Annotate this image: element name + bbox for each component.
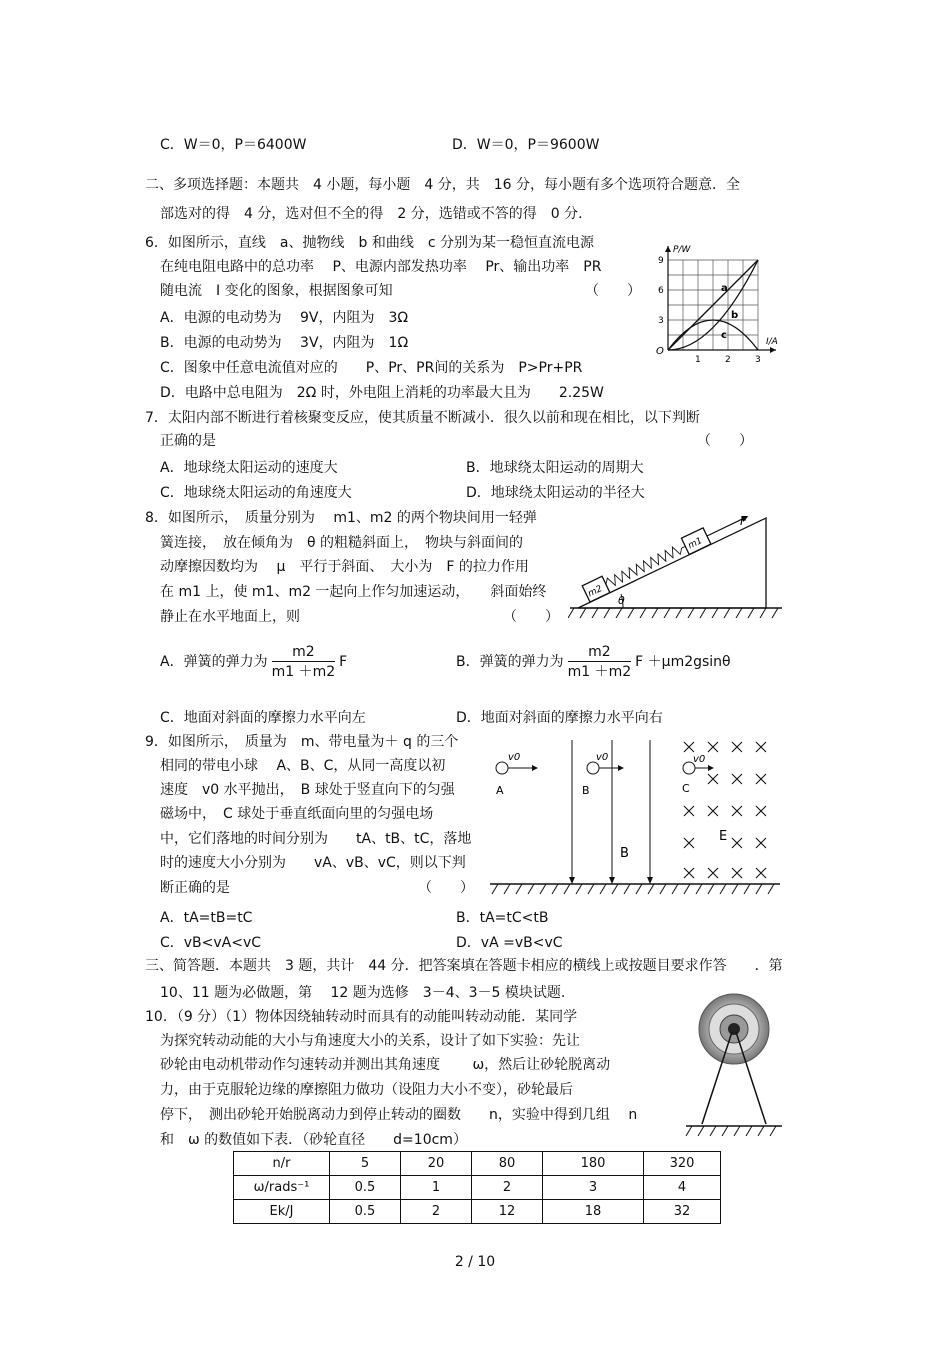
curve-label-b: b [731, 310, 739, 321]
q6-option-a: A．电源的电动势为 9V，内阻为 3Ω [160, 310, 409, 326]
q9-stem-4: 磁场中， C 球处于垂直纸面向里的匀强电场 [160, 806, 434, 822]
q10-stem-5: 停下， 测出砂轮开始脱离动力到停止转动的圈数 n，实验中得到几组 n [160, 1107, 638, 1123]
q10-stem-3: 砂轮由电动机带动作匀速转动并测出其角速度 ω，然后让砂轮脱离动 [160, 1057, 611, 1073]
table-cell: 4 [644, 1176, 721, 1200]
graph-xtick: 1 [695, 355, 701, 365]
incline-theta: θ [618, 594, 625, 607]
q6-stem-3: 随电流 I 变化的图象，根据图象可知 [160, 283, 393, 299]
table-cell: 0.5 [330, 1200, 401, 1224]
q7-stem-2: 正确的是 [160, 433, 216, 449]
q9-stem-7: 断正确的是 [160, 880, 230, 896]
electric-field-label: E [719, 829, 728, 844]
q7-answer-paren: （ ） [697, 433, 753, 449]
q6-option-d: D．电路中总电阻为 2Ω 时，外电阻上消耗的功率最大且为 2.25W [160, 385, 604, 401]
q6-power-graph [648, 238, 788, 368]
graph-xlabel: I/A [766, 337, 778, 347]
q8-stem-5: 静止在水平地面上，则 [160, 609, 300, 625]
q6-option-c: C．图象中任意电流值对应的 P、Pr、PR间的关系为 P>Pr+PR [160, 360, 583, 376]
q6-stem-2: 在纯电阻电路中的总功率 P、电源内部发热功率 Pr、输出功率 PR [160, 259, 602, 275]
table-cell: 0.5 [330, 1176, 401, 1200]
section2-heading-cont: 部选对的得 4 分，选对但不全的得 2 分，选错或不答的得 0 分. [160, 206, 583, 222]
q8-incline-figure [568, 508, 784, 620]
q6-option-b: B．电源的电动势为 3V，内阻为 1Ω [160, 335, 409, 351]
graph-xtick: 3 [755, 355, 761, 365]
table-row [234, 1200, 721, 1224]
q8-option-a: A．弹簧的弹力为 $\frac{m2}{m1 +m2}$ F [160, 643, 348, 680]
table-row [234, 1176, 721, 1200]
table-cell: 1 [401, 1176, 472, 1200]
option-d-prev: D．W＝0，P＝9600W [452, 137, 600, 153]
table-cell: 320 [644, 1152, 721, 1176]
q8-option-c: C．地面对斜面的摩擦力水平向左 [160, 710, 366, 726]
spring-force-fraction: $\frac{m2}{m1 +m2}$ [567, 643, 632, 680]
q8-option-d: D．地面对斜面的摩擦力水平向右 [456, 710, 663, 726]
table-header-cell: n/r [234, 1152, 330, 1176]
table-cell: 12 [472, 1200, 543, 1224]
option-c-prev: C．W＝0，P＝6400W [160, 137, 307, 153]
q8-answer-paren: （ ） [503, 609, 559, 625]
section3-heading-cont: 10、11 题为必做题，第 12 题为选修 3－4、3－5 模块试题. [160, 985, 566, 1001]
table-cell: 18 [543, 1200, 644, 1224]
q8-stem-2: 簧连接， 放在倾角为 θ 的粗糙斜面上， 物块与斜面间的 [160, 535, 524, 551]
section2-heading: 二、多项选择题：本题共 4 小题，每小题 4 分，共 16 分，每小题有多个选项符合题意．全 [145, 177, 740, 193]
table-cell: 5 [330, 1152, 401, 1176]
q10-stem-2: 为探究转动动能的大小与角速度大小的关系，设计了如下实验：先让 [160, 1033, 580, 1049]
force-f-label: F [740, 514, 747, 528]
q9-option-a: A．tA=tB=tC [160, 910, 253, 926]
q10-stem-1: 10．（9 分）（1）物体因绕轴转动时而具有的动能叫转动动能．某同学 [145, 1009, 578, 1025]
block-m2-label: m2 [586, 584, 605, 600]
q7-option-b: B．地球绕太阳运动的周期大 [466, 460, 644, 476]
block-m1-label: m1 [686, 536, 705, 552]
ball-a-v0: v0 [508, 752, 521, 763]
table-cell: 180 [543, 1152, 644, 1176]
graph-origin: O [656, 346, 664, 357]
graph-ytick: 6 [658, 286, 664, 296]
graph-xtick: 2 [725, 355, 731, 365]
section3-heading: 三、简答题．本题共 3 题，共计 44 分．把答案填在答题卡相应的横线上或按题目要求作答 ．第 [145, 958, 783, 974]
q8-stem-3: 动摩擦因数均为 μ 平行于斜面、 大小为 F 的拉力作用 [160, 559, 529, 575]
q9-stem-3: 速度 v0 水平抛出， B 球处于竖直向下的匀强 [160, 782, 455, 798]
graph-ytick: 9 [658, 256, 664, 266]
q8-stem-1: 8．如图所示， 质量分别为 m1、m2 的两个物块间用一轻弹 [145, 510, 537, 526]
q9-stem-1: 9．如图所示， 质量为 m、带电量为＋ q 的三个 [145, 734, 459, 750]
q8-option-b: B．弹簧的弹力为 $\frac{m2}{m1 +m2}$ F ＋μm2gsinθ [456, 643, 731, 680]
q9-three-balls-figure [490, 736, 782, 898]
table-cell: 2 [401, 1200, 472, 1224]
q9-answer-paren: （ ） [418, 880, 474, 896]
ball-b-label: B [582, 784, 590, 797]
q7-stem-1: 7．太阳内部不断进行着核聚变反应，使其质量不断减小．很久以前和现在相比，以下判断 [145, 410, 700, 426]
table-cell: 80 [472, 1152, 543, 1176]
ball-c-label: C [682, 782, 690, 795]
ball-b-v0: v0 [596, 752, 609, 763]
q6-stem-1: 6．如图所示，直线 a、抛物线 b 和曲线 c 分别为某一稳恒直流电源 [145, 235, 594, 251]
page-number: 2 / 10 [454, 1254, 496, 1270]
graph-ytick: 3 [658, 316, 664, 326]
table-cell: 32 [644, 1200, 721, 1224]
q9-option-b: B．tA=tC<tB [456, 910, 549, 926]
table-header-cell: ω/rads⁻¹ [234, 1176, 330, 1200]
q9-option-d: D．vA =vB<vC [456, 935, 563, 951]
q7-option-d: D．地球绕太阳运动的半径大 [466, 485, 645, 501]
q9-option-c: C．vB<vA<vC [160, 935, 262, 951]
table-cell: 2 [472, 1176, 543, 1200]
ball-c-v0: v0 [693, 754, 706, 765]
q9-stem-5: 中，它们落地的时间分别为 tA、tB、tC，落地 [160, 831, 472, 847]
graph-ylabel: P/W [673, 245, 691, 255]
table-header-cell: Ek/J [234, 1200, 330, 1224]
q7-option-a: A．地球绕太阳运动的速度大 [160, 460, 338, 476]
spring-force-fraction: $\frac{m2}{m1 +m2}$ [271, 643, 336, 680]
curve-label-c: c [721, 330, 727, 341]
table-cell: 3 [543, 1176, 644, 1200]
ball-a-label: A [496, 784, 504, 797]
magnetic-field-label: B [620, 846, 629, 861]
grinding-wheel-figure [684, 992, 784, 1142]
q10-stem-4: 力，由于克服轮边缘的摩擦阻力做功（设阻力大小不变），砂轮最后 [160, 1082, 573, 1098]
curve-label-a: a [721, 283, 728, 294]
q9-stem-6: 时的速度大小分别为 vA、vB、vC，则以下判 [160, 855, 466, 871]
q9-stem-2: 相同的带电小球 A、B、C，从同一高度以初 [160, 758, 446, 774]
kinetic-energy-table [233, 1151, 721, 1224]
table-cell: 20 [401, 1152, 472, 1176]
q8-stem-4: 在 m1 上，使 m1、m2 一起向上作匀加速运动， 斜面始终 [160, 584, 547, 600]
q6-answer-paren: （ ） [585, 283, 641, 299]
q7-option-c: C．地球绕太阳运动的角速度大 [160, 485, 352, 501]
q10-stem-6: 和 ω 的数值如下表．（砂轮直径 d=10cm） [160, 1132, 467, 1148]
table-row [234, 1152, 721, 1176]
